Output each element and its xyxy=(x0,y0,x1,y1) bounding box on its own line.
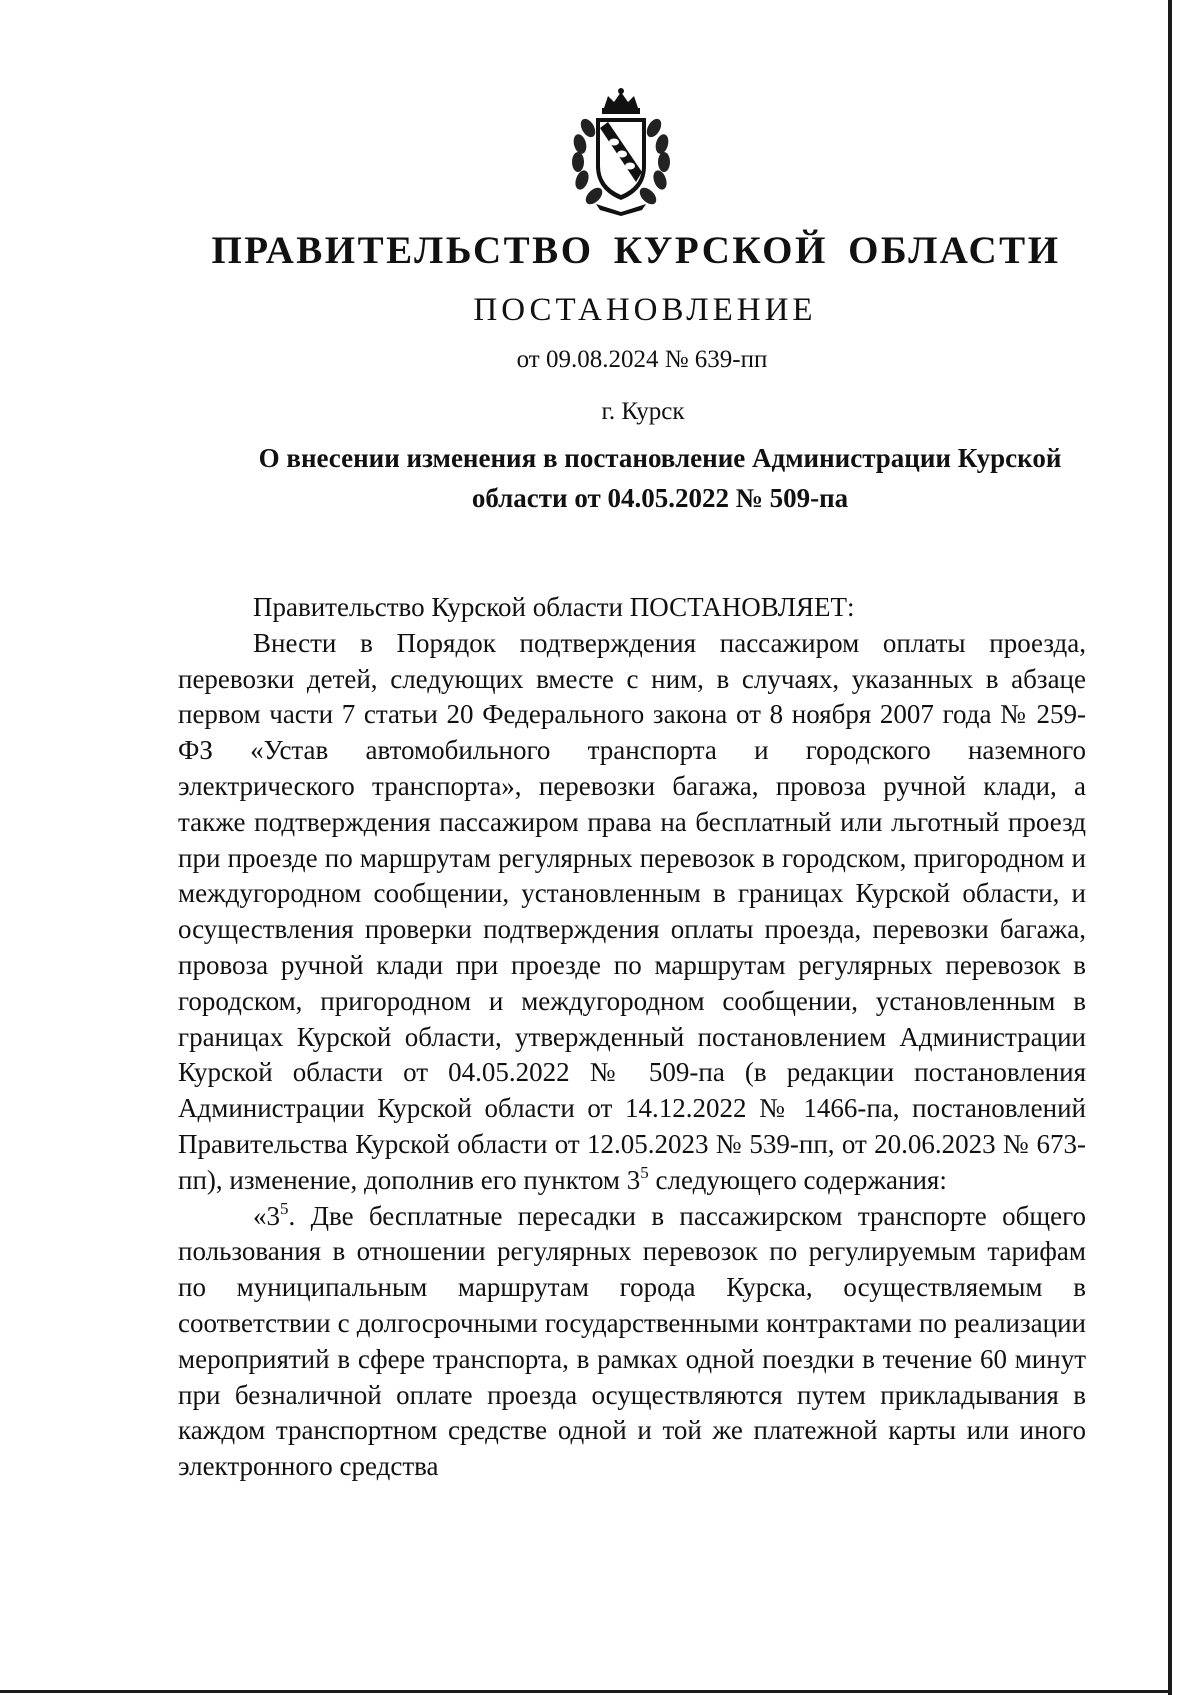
subject-line-2: области от 04.05.2022 № 509-па xyxy=(471,483,849,513)
paragraph-new-item xyxy=(178,1199,1086,1485)
document-city: г. Курск xyxy=(601,398,685,425)
superscript: 5 xyxy=(640,1162,649,1182)
new-item-lead: «3 xyxy=(253,1200,280,1231)
superscript: 5 xyxy=(280,1198,289,1218)
document-body xyxy=(178,590,1086,1485)
paragraph-amendment-text: Внести в Порядок подтверждения пассажиром оплаты проезда, перевозки детей, следующих вместе с ним, в случаях, указанных в абзаце первом части 7 статьи 20 Федерального закона от 8 ноября 2007 года № 259-ФЗ «Устав автомобильного транспорта и городского наземного электрического транспорта», перевозки багажа, провоза ручной клади, а также подтверждения пассажиром права на бесплатный или льготный проезд при проезде по маршрутам регулярных перевозок в городском, пригородном и междугородном сообщении, установленным в границах Курской области, и осуществления проверки подтверждения оплаты проезда, перевозки багажа, провоза ручной клади при проезде по маршрутам регулярных перевозок в городском, пригородном и междугородном сообщении, установленным в границах Курской области, утвержденный постановлением Администрации Курской области от 04.05.2022 № 509-па (в редакции постановления Администрации Курской области от 14.12.2022 № 1466-па, постановлений Правительства Курской области от 12.05.2023 № 539-пп, от 20.06.2023 № 673-пп), изменение, дополнив его пунктом 3 xyxy=(178,627,1086,1195)
document-type: ПОСТАНОВЛЕНИЕ xyxy=(473,292,817,328)
document-number: от 09.08.2024 № 639-пп xyxy=(516,346,768,373)
government-title: ПРАВИТЕЛЬСТВО КУРСКОЙ ОБЛАСТИ xyxy=(211,229,1061,272)
scan-edge-bottom xyxy=(0,1690,1172,1693)
coat-of-arms-icon xyxy=(566,86,676,216)
preamble: Правительство Курской области ПОСТАНОВЛЯЕТ: xyxy=(253,592,855,622)
paragraph-amendment xyxy=(178,626,1086,1199)
new-item-text: . Две бесплатные пересадки в пассажирском транспорте общего пользования в отношении регулярных перевозок по регулируемым тарифам по муниципальным маршрутам города Курска, осуществляемым в соответствии с долгосрочными государственными контрактами по реализации мероприятий в сфере транспорта, в рамках одной поездки в течение 60 минут при безналичной оплате проезда осуществляются путем прикладывания в каждом транспортном средстве одной и той же платежной карты или иного электронного средства xyxy=(178,1200,1086,1482)
paragraph-amendment-tail: следующего содержания: xyxy=(648,1164,947,1195)
subject-line-1: О внесении изменения в постановление Администрации Курской xyxy=(258,443,1062,473)
document-subject xyxy=(235,438,1085,518)
